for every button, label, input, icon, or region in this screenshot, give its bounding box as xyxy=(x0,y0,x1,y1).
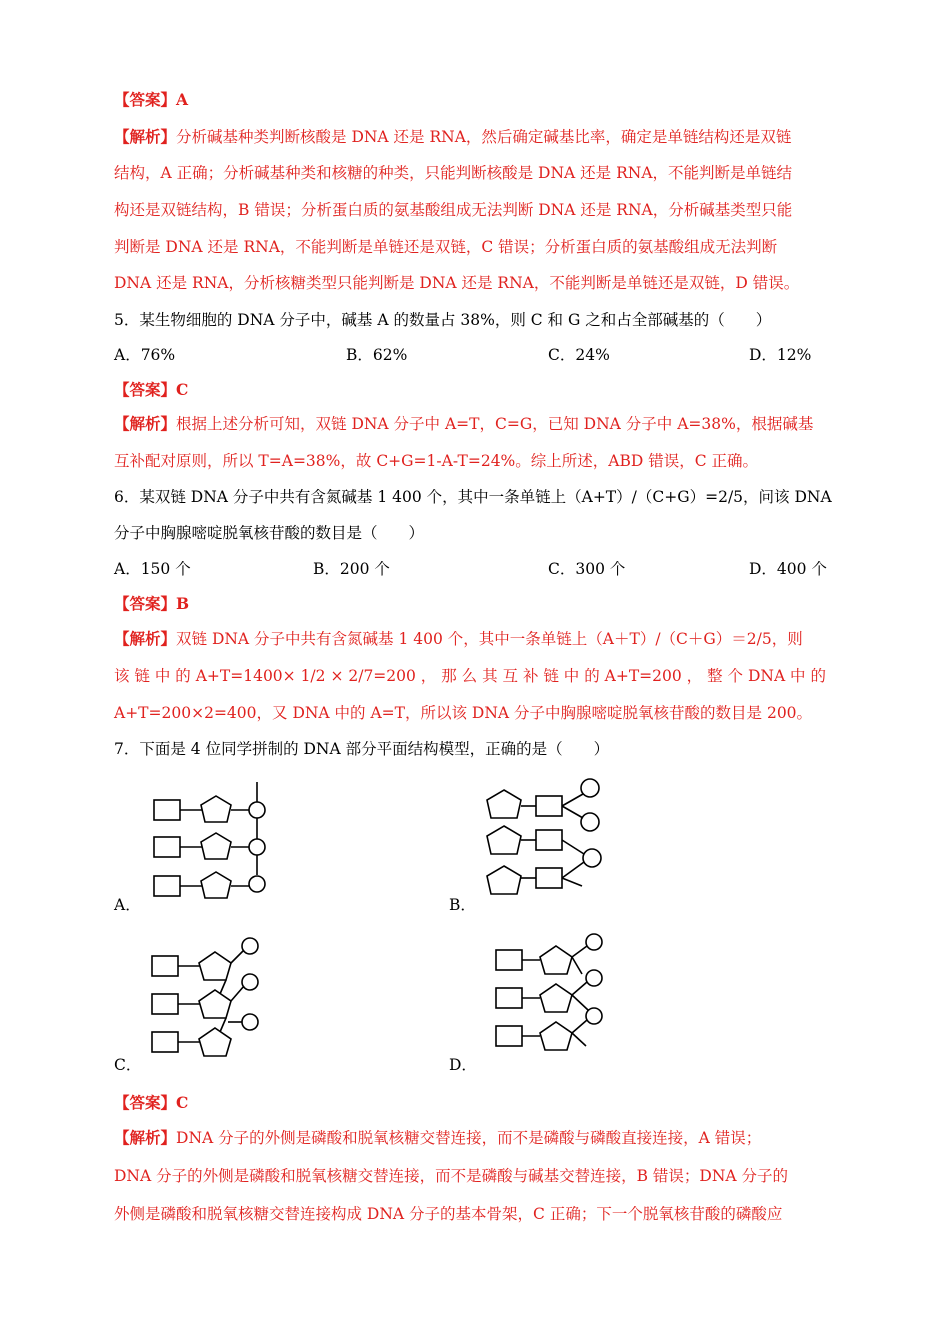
q6-option-b: B．200 个 xyxy=(313,560,390,578)
figure-d-dna-model xyxy=(490,930,630,1060)
q7-stem: 7．下面是 4 位同学拼制的 DNA 部分平面结构模型，正确的是（ ） xyxy=(114,740,610,758)
figure-b-dna-model xyxy=(480,770,620,900)
q4-analysis-line-5: DNA 还是 RNA，分析核糖类型只能判断是 DNA 还是 RNA，不能判断是单链还是双链，D 错误。 xyxy=(114,274,800,292)
q6-option-d: D．400 个 xyxy=(749,560,827,578)
q6-stem-line-1: 6．某双链 DNA 分子中共有含氮碱基 1 400 个，其中一条单链上（A+T）/（C+G）=2/5，问该 DNA xyxy=(114,488,832,506)
q7-answer: 【答案】C xyxy=(114,1093,189,1112)
q6-analysis-line-2: 该 链 中 的 A+T=1400× 1/2 × 2/7=200 ， 那 么 其 互 补 链 中 的 A+T=200 ， 整 个 DNA 中 的 xyxy=(114,667,826,685)
q6-answer: 【答案】B xyxy=(114,594,190,613)
figure-c-dna-model xyxy=(140,930,290,1060)
q5-analysis-line-2: 互补配对原则，所以 T=A=38%，故 C+G=1-A-T=24%。综上所述，ABD 错误，C 正确。 xyxy=(114,452,759,470)
q5-analysis-line-1: 【解析】根据上述分析可知，双链 DNA 分子中 A=T，C=G，已知 DNA 分子中 A=38%，根据碱基 xyxy=(114,414,814,433)
figure-d-label: D． xyxy=(449,1056,477,1074)
figure-c-label: C． xyxy=(114,1056,142,1074)
q5-answer: 【答案】C xyxy=(114,380,189,399)
q4-analysis-line-4: 判断是 DNA 还是 RNA，不能判断是单链还是双链，C 错误；分析蛋白质的氨基酸组成无法判断 xyxy=(114,238,778,256)
q6-analysis-line-3: A+T=200×2=400，又 DNA 中的 A=T，所以该 DNA 分子中胸腺嘧啶脱氧核苷酸的数目是 200。 xyxy=(114,704,813,722)
figure-a-label: A． xyxy=(114,896,141,914)
q5-option-b: B．62% xyxy=(346,346,408,364)
q4-analysis-line-2: 结构，A 正确；分析碱基种类和核糖的种类，只能判断核酸是 DNA 还是 RNA，不能判断是单链结 xyxy=(114,164,793,182)
q6-option-a: A．150 个 xyxy=(114,560,191,578)
q4-answer: 【答案】A xyxy=(114,90,189,109)
q5-option-a: A．76% xyxy=(114,346,176,364)
q6-option-c: C．300 个 xyxy=(548,560,626,578)
q5-option-c: C．24% xyxy=(548,346,610,364)
figure-b-label: B． xyxy=(449,896,476,914)
q5-option-d: D．12% xyxy=(749,346,812,364)
q7-analysis-line-3: 外侧是磷酸和脱氧核糖交替连接构成 DNA 分子的基本骨架，C 正确；下一个脱氧核苷酸的磷酸应 xyxy=(114,1205,783,1223)
q4-analysis-line-3: 构还是双链结构，B 错误；分析蛋白质的氨基酸组成无法判断 DNA 还是 RNA，分析碱基类型只能 xyxy=(114,201,793,219)
q7-analysis-line-1: 【解析】DNA 分子的外侧是磷酸和脱氧核糖交替连接，而不是磷酸与磷酸直接连接，A 错误； xyxy=(114,1128,762,1147)
q7-analysis-line-2: DNA 分子的外侧是磷酸和脱氧核糖交替连接，而不是磷酸与碱基交替连接，B 错误；DNA 分子的 xyxy=(114,1167,789,1185)
q5-stem: 5．某生物细胞的 DNA 分子中，碱基 A 的数量占 38%，则 C 和 G 之和占全部碱基的（ ） xyxy=(114,311,772,329)
q6-stem-line-2: 分子中胸腺嘧啶脱氧核苷酸的数目是（ ） xyxy=(114,524,425,542)
figure-a-dna-model xyxy=(140,780,290,910)
q4-analysis-line-1: 【解析】分析碱基种类判断核酸是 DNA 还是 RNA，然后确定碱基比率，确定是单链结构还是双链 xyxy=(114,127,792,146)
q6-analysis-line-1: 【解析】双链 DNA 分子中共有含氮碱基 1 400 个，其中一条单链上（A＋T）/（C＋G）＝2/5，则 xyxy=(114,629,803,648)
